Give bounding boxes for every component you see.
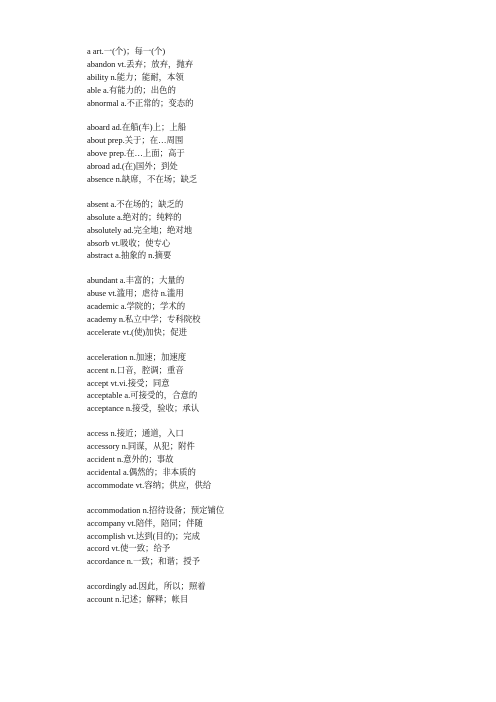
vocab-entry: accomplish vt.达到(目的)；完成 xyxy=(87,531,201,541)
vocab-entry: absolutely ad.完全地；绝对地 xyxy=(87,225,193,235)
vocab-entry: abuse vt.滥用；虐待 n.滥用 xyxy=(87,289,184,299)
vocab-entry: accord vt.使一致；给予 xyxy=(87,544,171,554)
entry-group xyxy=(87,122,496,186)
vocab-entry: accident n.意外的；事故 xyxy=(87,455,174,465)
vocab-entry: absent a.不在场的；缺乏的 xyxy=(87,199,184,209)
vocab-entry: accidental a.偶然的；非本质的 xyxy=(87,467,196,477)
entry-group xyxy=(87,275,496,339)
vocab-entry: academic a.学院的；学术的 xyxy=(87,302,186,312)
vocab-entry: accommodate vt.容纳；供应，供给 xyxy=(87,480,212,490)
vocab-entry: accent n.口音，腔调；重音 xyxy=(87,365,184,375)
vocab-entry: abstract a.抽象的 n.摘要 xyxy=(87,251,172,261)
vocab-entry: ability n.能力；能耐，本领 xyxy=(87,72,184,82)
vocab-entry: acceleration n.加速；加速度 xyxy=(87,352,187,362)
vocab-entry: a art.一(个)；每一(个) xyxy=(87,47,166,56)
vocab-entry: absorb vt.吸收；使专心 xyxy=(87,238,171,248)
vocab-entry: abandon vt.丢弃；放弃，抛弃 xyxy=(87,59,194,69)
vocab-entry: absolute a.绝对的；纯粹的 xyxy=(87,212,182,222)
vocab-entry: about prep.关于；在…周围 xyxy=(87,136,184,146)
vocab-entry: accommodation n.招待设备；预定铺位 xyxy=(87,505,225,515)
entry-group xyxy=(87,505,496,569)
vocab-entry: able a.有能力的；出色的 xyxy=(87,85,176,95)
vocab-entry: access n.接近；通道，入口 xyxy=(87,429,184,439)
entry-group xyxy=(87,199,496,263)
vocab-entry: accordingly ad.因此，所以；照着 xyxy=(87,582,206,592)
vocab-entry: absence n.缺席，不在场；缺乏 xyxy=(87,175,198,185)
vocab-entry: accessory n.同谋，从犯；附件 xyxy=(87,442,195,452)
entry-group xyxy=(87,581,496,607)
vocab-entry: acceptance n.接受，验收；承认 xyxy=(87,404,200,414)
vocab-entry: abnormal a.不正常的；变态的 xyxy=(87,98,194,108)
vocab-entry: abundant a.丰富的；大量的 xyxy=(87,276,185,286)
entry-group xyxy=(87,352,496,416)
entry-group xyxy=(87,428,496,492)
vocab-entry: above prep.在…上面；高于 xyxy=(87,149,185,159)
vocab-entry: academy n.私立中学；专科院校 xyxy=(87,315,201,325)
vocab-entry: acceptable a.可接受的，合意的 xyxy=(87,391,198,401)
vocab-entry: accelerate vt.(使)加快；促进 xyxy=(87,327,187,337)
vocab-entry: aboard ad.在船(车)上；上船 xyxy=(87,123,187,133)
vocab-entry: account n.记述；解释；帐目 xyxy=(87,595,189,605)
entry-group xyxy=(87,46,496,110)
vocab-entry: accordance n.一致；和谐；授予 xyxy=(87,557,201,567)
vocab-entry: accompany vt.陪伴，陪同；伴随 xyxy=(87,518,203,528)
vocab-entry: abroad ad.(在)国外；到处 xyxy=(87,162,178,172)
vocab-entry: accept vt.vi.接受；同意 xyxy=(87,378,170,388)
